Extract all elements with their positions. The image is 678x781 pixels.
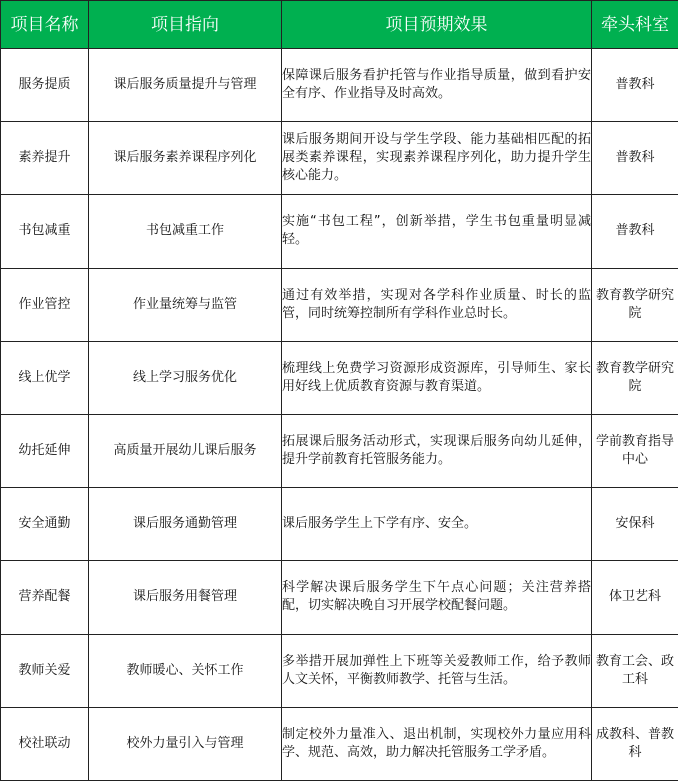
project-name-cell: 校社联动 bbox=[1, 707, 89, 780]
expected-effect-cell: 科学解决课后服务学生下午点心问题；关注营养搭配，切实解决晚自习开展学校配餐问题。 bbox=[282, 561, 592, 634]
project-direction-cell: 课后服务用餐管理 bbox=[89, 561, 282, 634]
project-name-cell: 营养配餐 bbox=[1, 561, 89, 634]
project-direction-cell: 课后服务通勤管理 bbox=[89, 488, 282, 561]
lead-department-cell: 成教科、普教科 bbox=[592, 707, 678, 780]
table-row bbox=[1, 414, 678, 487]
table-header bbox=[1, 1, 678, 49]
project-direction-cell: 作业量统筹与监管 bbox=[89, 268, 282, 341]
project-name-cell: 书包减重 bbox=[1, 195, 89, 268]
expected-effect-cell: 课后服务学生上下学有序、安全。 bbox=[282, 488, 592, 561]
lead-department-cell: 普教科 bbox=[592, 49, 678, 122]
expected-effect-cell: 实施“书包工程”，创新举措，学生书包重量明显减轻。 bbox=[282, 195, 592, 268]
lead-department-cell: 普教科 bbox=[592, 122, 678, 195]
header-row bbox=[1, 1, 678, 49]
table-row bbox=[1, 49, 678, 122]
table-row bbox=[1, 488, 678, 561]
project-name-cell: 安全通勤 bbox=[1, 488, 89, 561]
expected-effect-cell: 制定校外力量准入、退出机制，实现校外力量应用科学、规范、高效，助力解决托管服务工学矛盾。 bbox=[282, 707, 592, 780]
project-direction-cell: 高质量开展幼儿课后服务 bbox=[89, 414, 282, 487]
table-row bbox=[1, 122, 678, 195]
header-expected-effect: 项目预期效果 bbox=[282, 1, 592, 49]
expected-effect-cell: 课后服务期间开设与学生学段、能力基础相匹配的拓展类素养课程，实现素养课程序列化，助力提升学生核心能力。 bbox=[282, 122, 592, 195]
expected-effect-cell: 保障课后服务看护托管与作业指导质量，做到看护安全有序、作业指导及时高效。 bbox=[282, 49, 592, 122]
project-name-cell: 素养提升 bbox=[1, 122, 89, 195]
expected-effect-cell: 通过有效举措，实现对各学科作业质量、时长的监管，同时统筹控制所有学科作业总时长。 bbox=[282, 268, 592, 341]
header-project-direction: 项目指向 bbox=[89, 1, 282, 49]
project-direction-cell: 课后服务质量提升与管理 bbox=[89, 49, 282, 122]
table-row bbox=[1, 195, 678, 268]
table-row bbox=[1, 707, 678, 780]
project-name-cell: 线上优学 bbox=[1, 341, 89, 414]
lead-department-cell: 普教科 bbox=[592, 195, 678, 268]
project-direction-cell: 教师暖心、关怀工作 bbox=[89, 634, 282, 707]
project-direction-cell: 校外力量引入与管理 bbox=[89, 707, 282, 780]
table-row bbox=[1, 341, 678, 414]
lead-department-cell: 体卫艺科 bbox=[592, 561, 678, 634]
lead-department-cell: 安保科 bbox=[592, 488, 678, 561]
lead-department-cell: 学前教育指导中心 bbox=[592, 414, 678, 487]
lead-department-cell: 教育教学研究院 bbox=[592, 341, 678, 414]
project-direction-cell: 线上学习服务优化 bbox=[89, 341, 282, 414]
project-direction-cell: 课后服务素养课程序列化 bbox=[89, 122, 282, 195]
project-name-cell: 教师关爱 bbox=[1, 634, 89, 707]
lead-department-cell: 教育工会、政工科 bbox=[592, 634, 678, 707]
project-name-cell: 服务提质 bbox=[1, 49, 89, 122]
project-name-cell: 幼托延伸 bbox=[1, 414, 89, 487]
expected-effect-cell: 多举措开展加弹性上下班等关爱教师工作，给予教师人文关怀，平衡教师教学、托管与生活。 bbox=[282, 634, 592, 707]
lead-department-cell: 教育教学研究院 bbox=[592, 268, 678, 341]
project-direction-cell: 书包减重工作 bbox=[89, 195, 282, 268]
table-row bbox=[1, 561, 678, 634]
header-lead-department: 牵头科室 bbox=[592, 1, 678, 49]
header-project-name: 项目名称 bbox=[1, 1, 89, 49]
expected-effect-cell: 拓展课后服务活动形式，实现课后服务向幼儿延伸，提升学前教育托管服务能力。 bbox=[282, 414, 592, 487]
project-name-cell: 作业管控 bbox=[1, 268, 89, 341]
expected-effect-cell: 梳理线上免费学习资源形成资源库，引导师生、家长用好线上优质教育资源与教育渠道。 bbox=[282, 341, 592, 414]
table-row bbox=[1, 268, 678, 341]
table-body bbox=[1, 49, 678, 781]
table-row bbox=[1, 634, 678, 707]
